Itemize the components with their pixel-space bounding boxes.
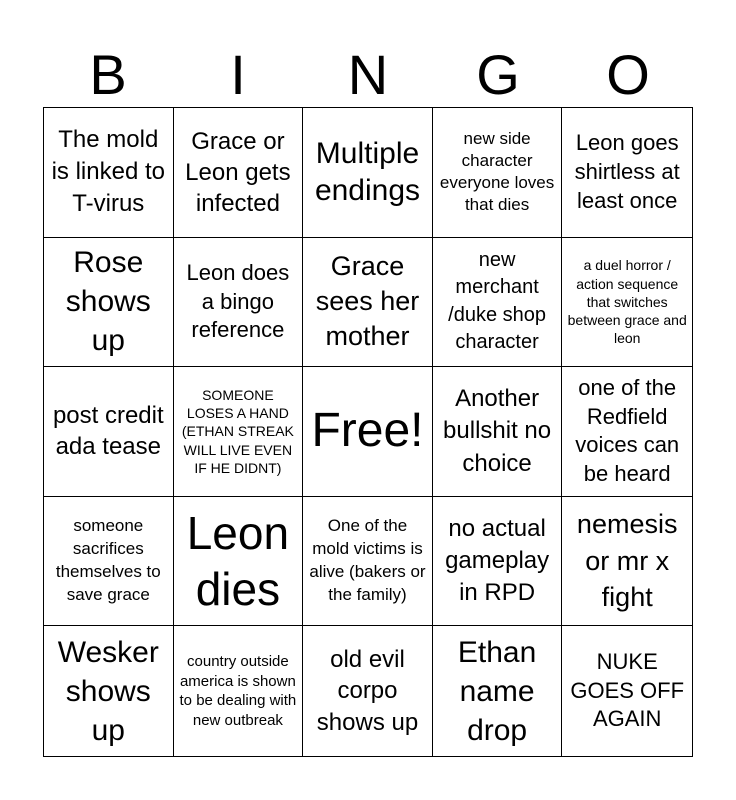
bingo-cell[interactable] bbox=[433, 108, 563, 238]
cell-text: Grace sees her mother bbox=[315, 251, 420, 352]
free-space-text: Free! bbox=[311, 404, 424, 458]
cell-text: Leon does a bingo reference bbox=[186, 260, 290, 343]
bingo-cell[interactable] bbox=[562, 238, 692, 368]
bingo-cell[interactable] bbox=[433, 367, 563, 497]
cell-text: no actual gameplay in RPD bbox=[445, 514, 550, 607]
bingo-cell[interactable] bbox=[174, 497, 304, 627]
bingo-cell[interactable] bbox=[303, 497, 433, 627]
cell-text: One of the mold victims is alive (bakers or the family) bbox=[309, 516, 426, 605]
cell-text: Leon dies bbox=[186, 506, 290, 616]
bingo-cell[interactable] bbox=[303, 238, 433, 368]
bingo-cell[interactable] bbox=[433, 626, 563, 756]
bingo-cell[interactable] bbox=[44, 238, 174, 368]
bingo-cell[interactable] bbox=[303, 108, 433, 238]
cell-text: old evil corpo shows up bbox=[316, 645, 419, 737]
header-letter-b: B bbox=[89, 43, 127, 106]
bingo-cell[interactable] bbox=[44, 108, 174, 238]
cell-text: post credit ada tease bbox=[52, 402, 164, 461]
bingo-cell[interactable] bbox=[174, 626, 304, 756]
bingo-cell[interactable] bbox=[44, 626, 174, 756]
cell-text: nemesis or mr x fight bbox=[576, 509, 678, 613]
cell-text: new merchant /duke shop character bbox=[448, 248, 547, 354]
bingo-cell[interactable] bbox=[174, 238, 304, 368]
cell-text: The mold is linked to T-virus bbox=[51, 125, 165, 218]
bingo-cell[interactable] bbox=[562, 367, 692, 497]
cell-text: Ethan name drop bbox=[457, 635, 537, 747]
cell-text: Grace or Leon gets infected bbox=[185, 127, 291, 217]
bingo-cell[interactable] bbox=[44, 367, 174, 497]
cell-text: one of the Redfield voices can be heard bbox=[575, 375, 680, 487]
cell-text: a duel horror / action sequence that switches between grace and leon bbox=[567, 257, 687, 347]
header-letter-i: I bbox=[230, 43, 246, 106]
bingo-cell[interactable] bbox=[44, 497, 174, 627]
cell-text: new side character everyone loves that dies bbox=[439, 129, 555, 215]
header-letter-o: O bbox=[606, 43, 650, 106]
cell-text: someone sacrifices themselves to save grace bbox=[55, 516, 161, 605]
bingo-header bbox=[43, 42, 693, 108]
bingo-cell[interactable] bbox=[433, 497, 563, 627]
bingo-cell[interactable] bbox=[562, 108, 692, 238]
cell-text: Wesker shows up bbox=[57, 635, 159, 747]
cell-text: NUKE GOES OFF AGAIN bbox=[570, 649, 685, 732]
header-letter-g: G bbox=[476, 43, 520, 106]
cell-text: country outside america is shown to be dealing with new outbreak bbox=[179, 653, 297, 729]
header-letter-n: N bbox=[347, 43, 389, 106]
bingo-cell[interactable] bbox=[562, 626, 692, 756]
cell-text: Leon goes shirtless at least once bbox=[574, 130, 680, 213]
cell-text: SOMEONE LOSES A HAND (ETHAN STREAK WILL LIVE EVEN IF HE DIDNT) bbox=[181, 387, 294, 476]
bingo-cell[interactable] bbox=[174, 108, 304, 238]
cell-text: Another bullshit no choice bbox=[443, 384, 552, 477]
bingo-board bbox=[43, 107, 693, 757]
bingo-cell[interactable] bbox=[562, 497, 692, 627]
bingo-cell[interactable] bbox=[303, 626, 433, 756]
cell-text: Rose shows up bbox=[65, 246, 151, 358]
bingo-cell[interactable] bbox=[433, 238, 563, 368]
free-space[interactable] bbox=[303, 367, 433, 497]
bingo-cell[interactable] bbox=[174, 367, 304, 497]
cell-text: Multiple endings bbox=[314, 136, 421, 208]
